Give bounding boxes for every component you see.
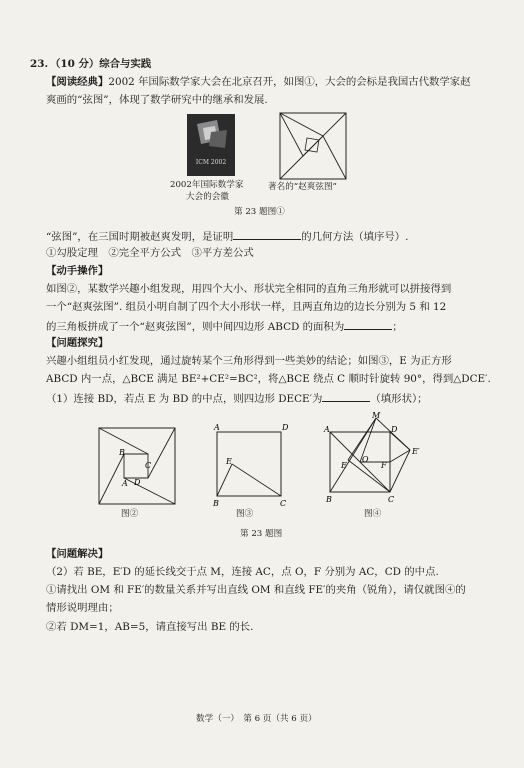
hands-on-line-3 [46,318,403,334]
answer-blank-3[interactable] [322,390,370,402]
hands-on-text-b: ； [392,321,403,333]
explore-line-2: ABCD 内一点，△BCE 满足 BE²+CE²=BC²，将△BCE 绕点 C 顺时针旋转 90°，得到△DCE′. [46,373,491,385]
solve-line-3: 情形说明理由； [46,602,119,614]
fig4-label-D: D [391,425,398,434]
fig4-label-B: B [326,495,332,504]
fig3-label-D: D [282,423,289,432]
fig2-label-A: A [122,479,128,488]
figure-3 [208,420,290,512]
icm-logo-graphic [187,114,235,176]
hands-on-line-1: 如图②，某数学兴趣小组发现，用四个大小、形状完全相同的直角三角形就可以拼接得到 [46,283,452,295]
question-header: （10 分）综合与实践 [50,58,152,70]
solve-tag: 【问题解决】 [46,548,109,560]
zhao-caption: 著名的“赵爽弦图” [268,182,337,192]
reading-tag: 【阅读经典】 [46,76,109,88]
fig4-label-E: E [341,461,347,470]
solve-line-2: ①请找出 OM 和 FE′的数量关系并写出直线 OM 和直线 FE′的夹角（锐角），请仅就图④的 [46,584,466,596]
solve-line-1: （2）若 BE，E′D 的延长线交于点 M，连接 AC，点 O，F 分别为 AC，CD 的中点. [46,566,439,578]
figure-2 [96,420,180,512]
fig2-label: 图② [121,509,139,519]
question1-text-b: 的几何方法（填序号）. [301,231,409,243]
question1-text-a: “弦图”，在三国时期被赵爽发明，是证明 [46,231,234,243]
question-number: 23. [30,58,49,70]
zhao-shuang-diagram [279,112,347,180]
answer-blank-2[interactable] [344,318,392,330]
fig4-label: 图④ [364,509,382,519]
hands-on-text-a: 的三角板拼成了一个“赵爽弦图”，则中间四边形 ABCD 的面积为 [46,321,345,333]
fig3-label-B: B [213,499,219,508]
explore-line-3 [46,390,428,406]
fig4-label-F: F [381,461,387,470]
hands-on-tag: 【动手操作】 [46,265,109,277]
explore-text-b: （填形状）； [370,393,428,405]
figure-4 [318,410,430,510]
question1-line [46,228,408,244]
page-footer: 数学（一） 第 6 页（共 6 页） [196,714,317,724]
fig4-label-C: C [388,495,395,504]
question1-options: ①勾股定理 ②完全平方公式 ③平方差公式 [46,247,254,259]
fig4-label-M: M [372,411,381,420]
logo-caption-2: 大会的会徽 [186,192,229,202]
fig4-label-O: O [362,455,369,464]
fig4-label-A: A [324,425,330,434]
hands-on-line-2: 一个“赵爽弦图”. 组员小明自制了四个大小形状一样，且两直角边的边长分别为 5 和 12 [46,301,447,313]
fig2-label-C: C [145,461,152,470]
fig2-label-B: B [119,448,125,457]
fig3-label-C: C [280,499,287,508]
fig3-label-E: E [226,457,232,466]
fig1-label: 第 23 题图① [234,207,285,217]
fig3-label-A: A [214,423,220,432]
reading-line-2: 爽画的“弦图”，体现了数学研究中的继承和发展. [46,94,268,106]
figs-label: 第 23 题图 [240,529,283,539]
explore-tag: 【问题探究】 [46,337,109,349]
solve-line-4: ②若 DM=1，AB=5，请直接写出 BE 的长. [46,621,254,633]
fig4-label-E2: E′ [412,447,420,456]
logo-caption-1: 2002年国际数学家 [170,180,244,190]
explore-text-a: （1）连接 BD，若点 E 为 BD 的中点，则四边形 DECE′为 [46,393,323,405]
icm-logo-text: ICM 2002 [195,159,227,166]
reading-line-1 [46,75,471,89]
reading-text-1: 2002 年国际数学家大会在北京召开，如图①，大会的会标是我国古代数学家赵 [108,76,471,88]
icm-logo [187,114,235,176]
fig2-label-D: D [134,478,141,487]
fig3-label: 图③ [236,509,254,519]
explore-line-1: 兴趣小组组员小红发现，通过旋转某个三角形得到一些美妙的结论；如图③，E 为正方形 [46,355,452,367]
answer-blank-1[interactable] [233,228,301,240]
